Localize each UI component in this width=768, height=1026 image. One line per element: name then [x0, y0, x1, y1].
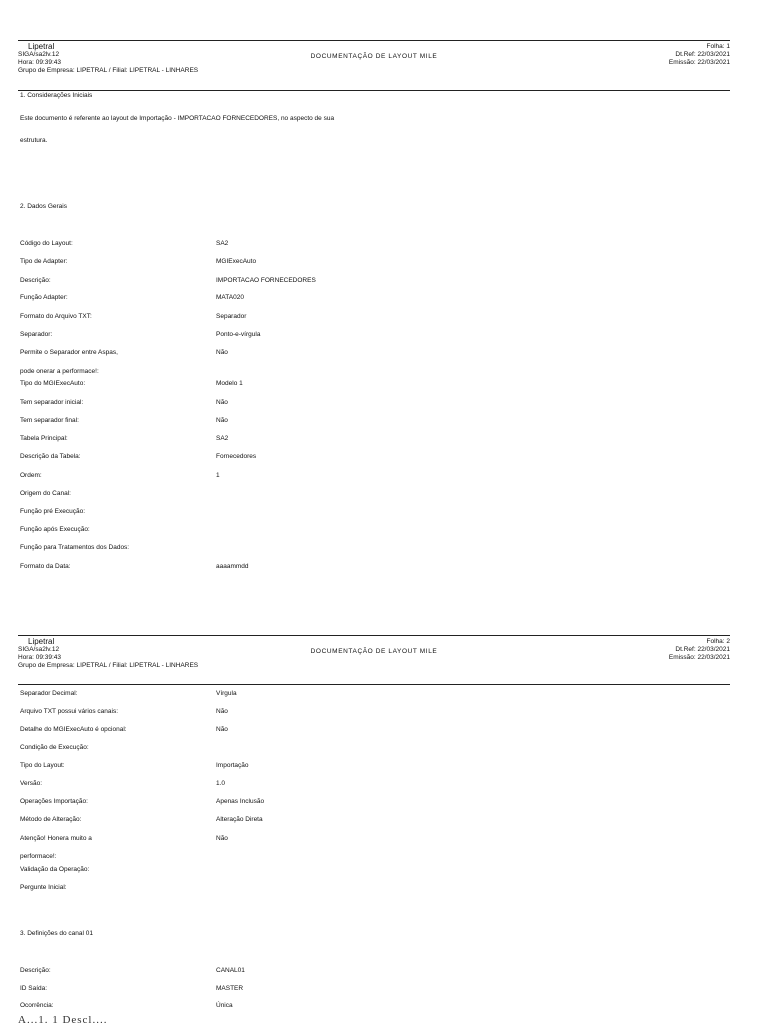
field-row [20, 434, 720, 444]
field-row [20, 239, 720, 249]
reference-date: Dt.Ref: 22/03/2021 [675, 51, 730, 58]
report-time: Hora: 09:39:43 [18, 654, 62, 661]
section1-text-line2: estrutura. [20, 137, 48, 144]
field-label: Detalhe do MGIExecAuto é opcional: [20, 726, 127, 733]
field-value: Ponto-e-vírgula [216, 331, 261, 338]
field-value: CANAL01 [216, 967, 245, 974]
field-label: Método de Alteração: [20, 816, 82, 823]
field-row [20, 834, 720, 844]
field-label: Origem do Canal: [20, 490, 71, 497]
field-row [20, 398, 720, 408]
field-row [20, 966, 720, 976]
field-label: Descrição: [20, 967, 51, 974]
field-label: Separador: [20, 331, 53, 338]
field-label: Atenção! Honera muito a [20, 835, 92, 842]
issue-date: Emissão: 22/03/2021 [668, 654, 730, 661]
section2-heading: 2. Dados Gerais [20, 203, 67, 210]
field-label: Formato do Arquivo TXT: [20, 313, 92, 320]
field-label: Código do Layout: [20, 240, 73, 247]
field-value: MATA020 [216, 294, 244, 301]
field-value: Não [216, 417, 228, 424]
field-value: Não [216, 835, 228, 842]
page1-header-rule [18, 90, 730, 91]
field-value: Não [216, 708, 228, 715]
field-label: ID Saída: [20, 985, 48, 992]
field-value: Importação [216, 762, 249, 769]
field-label: pode onerar a performace!: [20, 368, 99, 375]
company-name: Lipetral [28, 637, 55, 646]
field-row [20, 452, 720, 462]
field-row [20, 725, 720, 735]
field-value: SA2 [216, 240, 229, 247]
page2-header-right [669, 638, 730, 662]
field-label: Tabela Principal: [20, 435, 68, 442]
field-value: Não [216, 349, 228, 356]
field-label: Descrição da Tabela: [20, 453, 81, 460]
field-row [20, 312, 720, 322]
field-row [20, 471, 720, 481]
document-title: DOCUMENTAÇÃO DE LAYOUT MILE [310, 53, 438, 60]
field-row [20, 367, 720, 377]
field-row [20, 525, 720, 535]
field-row [20, 852, 720, 862]
field-value: Vírgula [216, 690, 237, 697]
field-value: Fornecedores [216, 453, 257, 460]
field-label: Condição de Execução: [20, 744, 89, 751]
page2-header-rule [18, 684, 730, 685]
field-value: Separador [216, 313, 247, 320]
field-label: Operações Importação: [20, 798, 88, 805]
field-value: IMPORTACAO FORNECEDORES [216, 277, 316, 284]
field-label: Permite o Separador entre Aspas, [20, 349, 118, 356]
field-label: Separador Decimal: [20, 690, 78, 697]
field-row [20, 761, 720, 771]
field-label: Função para Tratamentos dos Dados: [20, 544, 130, 551]
page1-header [18, 40, 730, 84]
section1-text-line1: Este documento é referente ao layout de Importação - IMPORTACAO FORNECEDORES, no aspecto de sua [20, 115, 335, 122]
field-label: Ocorrência: [20, 1002, 54, 1009]
page-number: Folha: 1 [706, 43, 730, 50]
field-label: Tipo do Layout: [20, 762, 65, 769]
field-value: Única [216, 1002, 233, 1009]
field-value: Modelo 1 [216, 380, 243, 387]
company-group: Grupo de Empresa: LIPETRAL / Filial: LIPETRAL - LINHARES [18, 662, 199, 669]
section3-heading: 3. Definições do canal 01 [20, 930, 93, 937]
field-value: MGIExecAuto [216, 258, 257, 265]
field-row [20, 379, 720, 389]
field-value: SA2 [216, 435, 229, 442]
field-label: Arquivo TXT possui vários canais: [20, 708, 119, 715]
field-row [20, 883, 720, 893]
field-value: 1 [216, 472, 220, 479]
field-row [20, 330, 720, 340]
company-group: Grupo de Empresa: LIPETRAL / Filial: LIPETRAL - LINHARES [18, 67, 199, 74]
field-row [20, 779, 720, 789]
field-row [20, 984, 720, 994]
field-row [20, 276, 720, 286]
field-row [20, 815, 720, 825]
field-label: Função após Execução: [20, 526, 90, 533]
field-row [20, 507, 720, 517]
field-row [20, 543, 720, 553]
field-value: MASTER [216, 985, 244, 992]
field-value: aaaammdd [216, 563, 249, 570]
field-value: Apenas Inclusão [216, 798, 265, 805]
page2-header [18, 635, 730, 679]
field-label: Validação da Operação: [20, 866, 90, 873]
field-label: Formato da Data: [20, 563, 71, 570]
field-label: Tem separador inicial: [20, 399, 84, 406]
issue-date: Emissão: 22/03/2021 [668, 59, 730, 66]
field-label: Pergunte Inicial: [20, 884, 67, 891]
report-time: Hora: 09:39:43 [18, 59, 62, 66]
page1-header-right [669, 43, 730, 67]
field-label: Tem separador final: [20, 417, 79, 424]
field-row [20, 689, 720, 699]
field-row [20, 797, 720, 807]
field-label: Versão: [20, 780, 43, 787]
footer-fragment: A...1. 1 Descl.... [18, 1014, 108, 1026]
document-title: DOCUMENTAÇÃO DE LAYOUT MILE [310, 648, 438, 655]
field-label: Ordem: [20, 472, 42, 479]
field-row [20, 743, 720, 753]
system-version: SIGA/sa2lv.12 [18, 646, 60, 653]
field-value: Não [216, 399, 228, 406]
field-row [20, 707, 720, 717]
field-row [20, 1001, 720, 1011]
field-row [20, 348, 720, 358]
field-label: Função Adapter: [20, 294, 68, 301]
page-number: Folha: 2 [706, 638, 730, 645]
field-row [20, 489, 720, 499]
field-row [20, 416, 720, 426]
field-value: Alteração Direta [216, 816, 263, 823]
field-row [20, 562, 720, 572]
section1-heading: 1. Considerações Iniciais [20, 92, 93, 99]
field-value: Não [216, 726, 228, 733]
field-label: Descrição: [20, 277, 51, 284]
field-row [20, 293, 720, 303]
field-label: Tipo do MGIExecAuto: [20, 380, 86, 387]
company-name: Lipetral [28, 42, 55, 51]
field-label: Função pré Execução: [20, 508, 86, 515]
field-value: 1.0 [216, 780, 226, 787]
reference-date: Dt.Ref: 22/03/2021 [675, 646, 730, 653]
field-label: Tipo de Adapter: [20, 258, 68, 265]
system-version: SIGA/sa2lv.12 [18, 51, 60, 58]
field-label: performace!: [20, 853, 57, 860]
field-row [20, 257, 720, 267]
field-row [20, 865, 720, 875]
